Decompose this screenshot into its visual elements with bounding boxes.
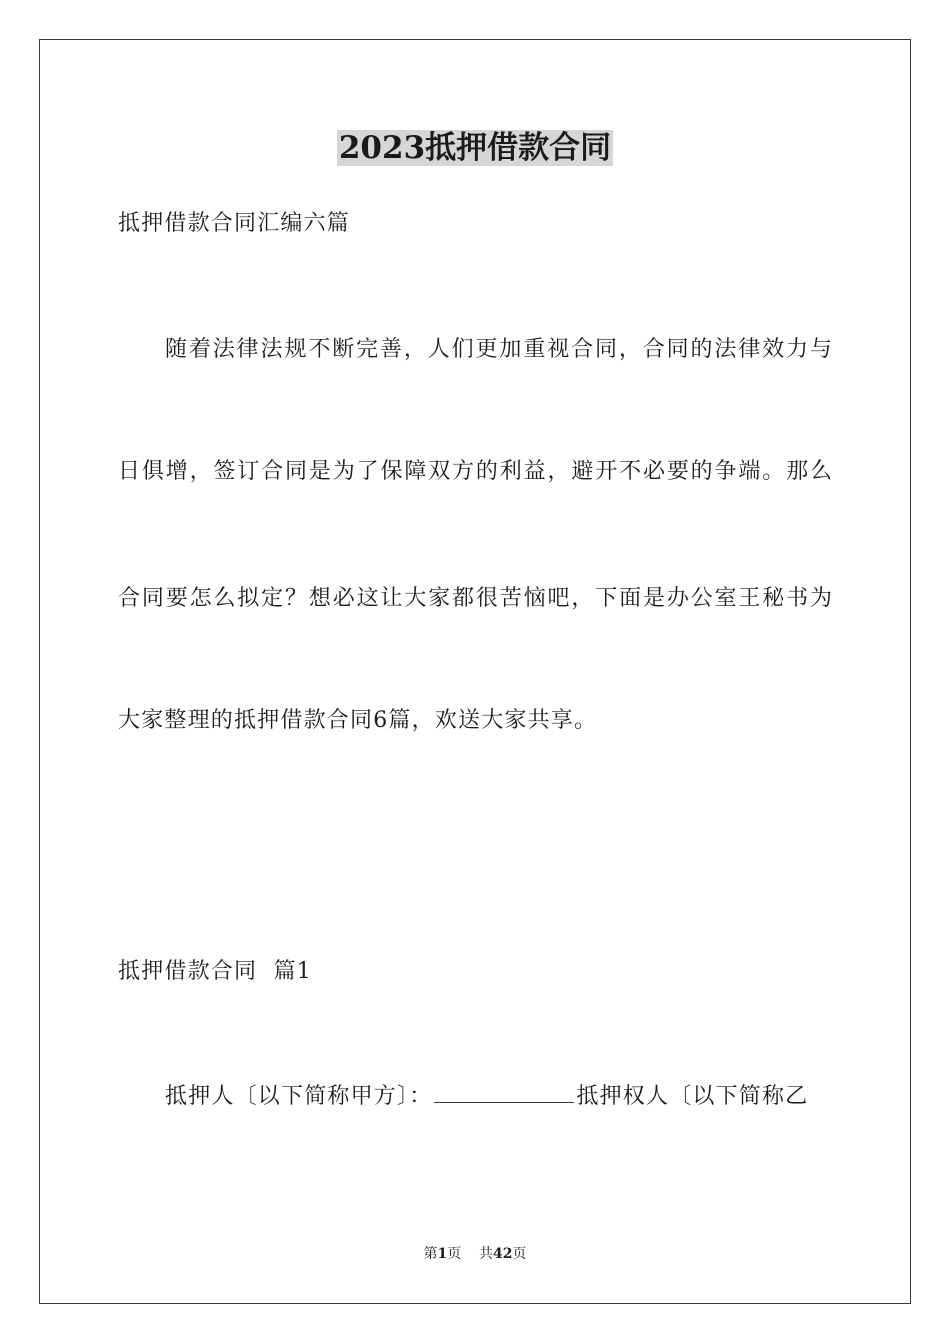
footer-total-suffix: 页 xyxy=(512,1246,527,1262)
intro-line-1: 随着法律法规不断完善，人们更加重视合同，合同的法律效力与 xyxy=(165,337,832,362)
footer-total-prefix: 共 xyxy=(479,1246,494,1262)
document-subtitle: 抵押借款合同汇编六篇 xyxy=(118,211,351,236)
footer-page-number: 1 xyxy=(437,1246,448,1262)
footer-page-suffix: 页 xyxy=(447,1246,462,1262)
footer-total-pages: 42 xyxy=(493,1246,513,1262)
clause-before-blank: 抵押人〔以下简称甲方〕： xyxy=(165,1084,433,1109)
document-title xyxy=(0,128,950,168)
fill-in-blank[interactable] xyxy=(434,1082,574,1103)
section-heading: 抵押借款合同 篇1 xyxy=(118,959,312,984)
clause-after-blank: 抵押权人〔以下简称乙 xyxy=(576,1084,809,1109)
page-footer xyxy=(0,1244,950,1264)
intro-line-3: 合同要怎么拟定？想必这让大家都很苦恼吧，下面是办公室王秘书为 xyxy=(118,586,832,611)
document-title-text: 2023抵押借款合同 xyxy=(338,130,612,166)
clause-line xyxy=(165,1082,832,1112)
intro-line-4: 大家整理的抵押借款合同6篇，欢送大家共享。 xyxy=(118,708,598,733)
intro-line-2: 日俱增，签订合同是为了保障双方的利益，避开不必要的争端。那么 xyxy=(118,459,832,484)
footer-page-prefix: 第 xyxy=(423,1246,438,1262)
